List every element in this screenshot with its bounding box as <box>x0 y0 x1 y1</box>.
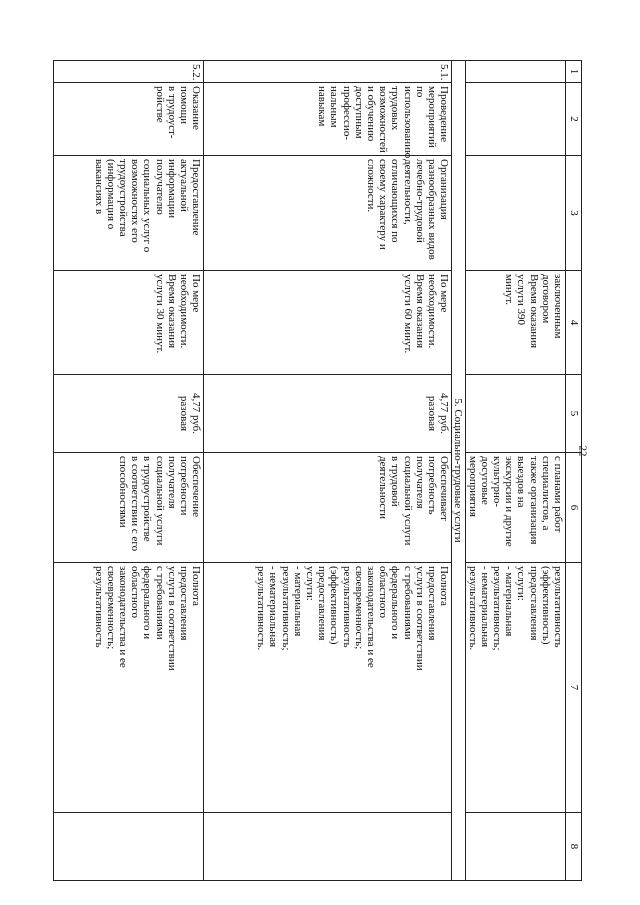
service-time: По мере необходимости. Время оказания услуги 30 минут. <box>54 271 204 375</box>
cell <box>466 61 566 83</box>
cell <box>466 813 566 881</box>
service-result: Обеспечивает потребность получателя социальной услуги в трудовой деятельности <box>204 453 452 563</box>
cell <box>466 156 566 271</box>
row-number: 5.2. <box>54 61 204 83</box>
service-tariff: 4,77 руб. разовая <box>54 375 204 453</box>
header-row <box>566 61 582 881</box>
continued-time-cell: заключенным договором Время оказания услуги 390 минут. <box>466 271 566 375</box>
table-row <box>204 61 452 881</box>
header-col-1: 1 <box>566 61 582 83</box>
service-name: Оказание помощи в трудоуст- ройстве <box>54 83 204 156</box>
continued-result-cell: с планами работ специалистов, а также организация выездов на экскурсии и другие культурно- досуговые мероприятия <box>466 453 566 563</box>
service-name: Проведение мероприятий по использованию трудовых возможностей и обучению доступным профессио- нальным навыкам <box>204 83 452 156</box>
cell <box>466 83 566 156</box>
service-description: Предоставление актуальной информации получателю социальных услуг о возможностях его трудоустройства (информация о вакансиях в <box>54 156 204 271</box>
service-note <box>204 813 452 881</box>
service-time: По мере необходимости. Время оказания услуги 60 минут. <box>204 271 452 375</box>
table-row <box>54 61 204 881</box>
header-col-5: 5 <box>566 375 582 453</box>
section-title: 5. Социально-трудовые услуги <box>452 61 466 881</box>
page-number: 22 <box>576 445 589 457</box>
section-row <box>452 61 466 881</box>
header-col-8: 8 <box>566 813 582 881</box>
rotated-table-sheet <box>57 60 582 880</box>
continued-row <box>466 61 566 881</box>
social-services-table <box>53 60 582 881</box>
header-col-2: 2 <box>566 83 582 156</box>
header-col-6: 6 <box>566 453 582 563</box>
service-description: Организация разнообразных видов лечебно-трудовой деятельности, отличающихся по своему характеру и сложности. <box>204 156 452 271</box>
service-note <box>54 813 204 881</box>
header-col-7: 7 <box>566 563 582 813</box>
service-result: Обеспечение потребности получателя социальной услуги в трудоустройстве в соответствии с его способностями <box>54 453 204 563</box>
service-tariff: 4,77 руб. разовая <box>204 375 452 453</box>
row-number: 5.1. <box>204 61 452 83</box>
continued-quality-cell: результативность (эффективность) предоставления услуги: - материальная результативность; - нематериальная результативность. <box>466 563 566 813</box>
header-col-3: 3 <box>566 156 582 271</box>
cell <box>466 375 566 453</box>
service-quality: Полнота предоставления услуги в соответствии с требованиями федерального и областного законодательства и ее своевременность; результативность (эффективность) предоставления услуги: - материальная результативность; - нематериальная результативность. <box>204 563 452 813</box>
service-quality: Полнота предоставления услуги в соответствии с требованиями федерального и областного законодательства и ее своевременность; результативность <box>54 563 204 813</box>
header-col-4: 4 <box>566 271 582 375</box>
